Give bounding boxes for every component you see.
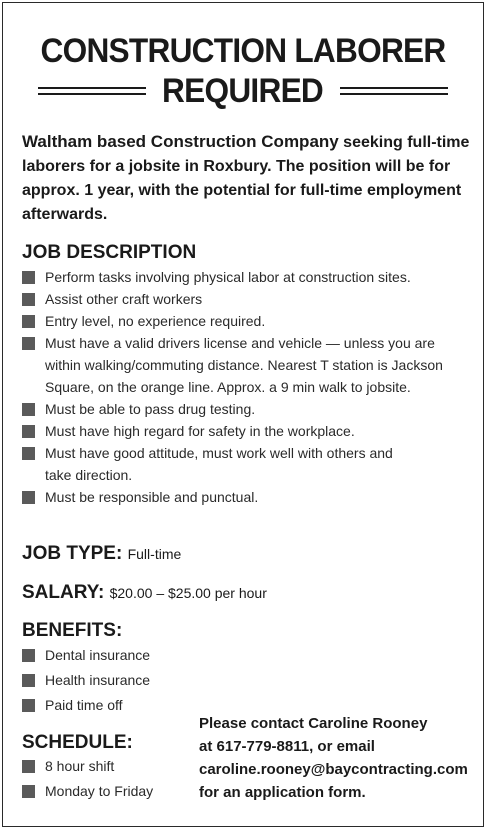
salary-row xyxy=(22,582,267,604)
contact-line2: at 617-779-8811, or email xyxy=(199,738,375,755)
square-bullet-icon xyxy=(22,315,35,328)
job-type-row xyxy=(22,543,181,565)
contact-info xyxy=(199,712,479,804)
list-item: Perform tasks involving physical labor at construction sites. xyxy=(22,266,470,288)
list-item: Monday to Friday xyxy=(22,779,192,804)
square-bullet-icon xyxy=(22,699,35,712)
ad-title-line2-row xyxy=(3,73,483,109)
contact-line1: Please contact Caroline Rooney xyxy=(199,715,428,732)
schedule-list xyxy=(22,754,192,804)
left-double-rule xyxy=(38,87,146,95)
square-bullet-icon xyxy=(22,271,35,284)
square-bullet-icon xyxy=(22,785,35,798)
square-bullet-icon xyxy=(22,293,35,306)
square-bullet-icon xyxy=(22,674,35,687)
list-item: Entry level, no experience required. xyxy=(22,310,470,332)
benefits-heading: BENEFITS: xyxy=(22,620,123,641)
square-bullet-icon xyxy=(22,649,35,662)
job-type-value: Full-time xyxy=(127,546,182,562)
contact-line4: for an application form. xyxy=(199,784,366,801)
list-item: Must have a valid drivers license and vehicle — unless you are within walking/commuting distance. Nearest T station is Jackson Square, on the orange line. Approx. a 9 min walk to jobsite. xyxy=(22,332,470,398)
list-item: Must be able to pass drug testing. xyxy=(22,398,470,420)
list-item: Health insurance xyxy=(22,668,222,693)
right-double-rule xyxy=(340,87,448,95)
square-bullet-icon xyxy=(22,760,35,773)
ad-title-line1: CONSTRUCTION LABORER xyxy=(40,32,446,70)
job-description-list xyxy=(22,266,470,508)
job-description-heading: JOB DESCRIPTION xyxy=(22,242,197,263)
salary-value: $20.00 – $25.00 per hour xyxy=(109,585,267,601)
square-bullet-icon xyxy=(22,425,35,438)
ad-title-line2: REQUIRED xyxy=(162,72,324,110)
list-item: Dental insurance xyxy=(22,643,222,668)
square-bullet-icon xyxy=(22,403,35,416)
list-item: 8 hour shift xyxy=(22,754,192,779)
list-item: Paid time off xyxy=(22,693,222,718)
job-type-label: JOB TYPE: xyxy=(22,543,123,564)
job-ad xyxy=(2,2,484,827)
intro-lead: Waltham based Construction Company xyxy=(22,132,339,151)
intro-rest: seeking full-time laborers for a jobsite in Roxbury. The position will be for approx. 1 year, with the potential for full-time employment afterwards. xyxy=(22,134,470,223)
contact-email: caroline.rooney@baycontracting.com xyxy=(199,761,468,778)
list-item: Must have good attitude, must work well with others and take direction. xyxy=(22,442,470,486)
list-item: Must have high regard for safety in the workplace. xyxy=(22,420,470,442)
list-item: Must be responsible and punctual. xyxy=(22,486,470,508)
list-item: Assist other craft workers xyxy=(22,288,470,310)
salary-label: SALARY: xyxy=(22,582,105,603)
square-bullet-icon xyxy=(22,447,35,460)
schedule-heading: SCHEDULE: xyxy=(22,732,133,753)
intro-paragraph xyxy=(22,130,472,227)
square-bullet-icon xyxy=(22,491,35,504)
benefits-list xyxy=(22,643,222,718)
square-bullet-icon xyxy=(22,337,35,350)
